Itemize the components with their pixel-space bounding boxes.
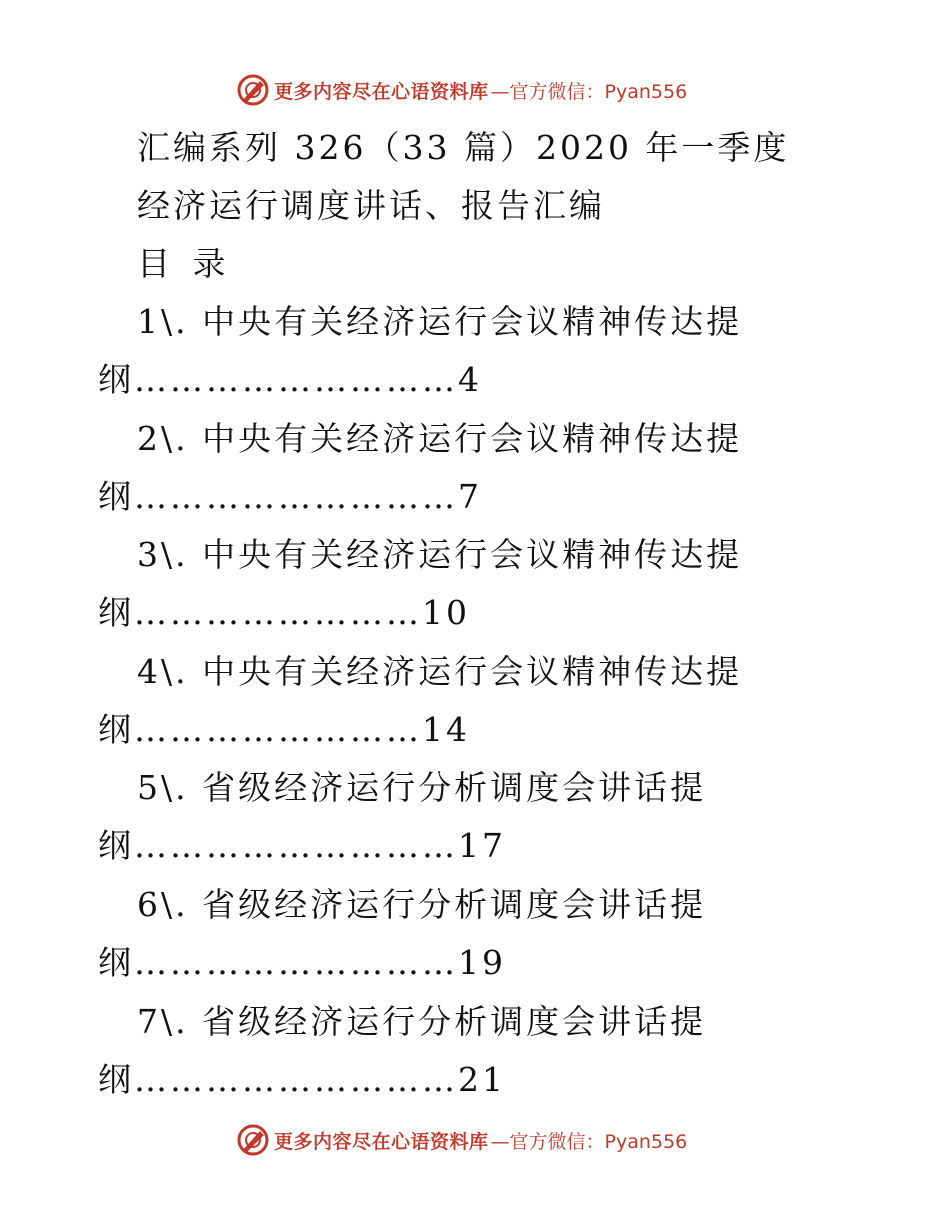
toc-entry-4-tail[interactable]: 纲……………………14 xyxy=(98,710,470,749)
toc-entry-5-tail[interactable]: 纲………………………17 xyxy=(98,826,506,865)
watermark-banner-bottom xyxy=(236,1120,687,1160)
banner-wechat: —官方微信：Pyan556 xyxy=(490,80,688,103)
toc-entry-7-title[interactable]: 7\. 省级经济运行分析调度会讲话提 xyxy=(137,1002,707,1041)
pen-logo-icon xyxy=(236,73,270,107)
toc-entry-3-tail[interactable]: 纲……………………10 xyxy=(98,593,470,632)
toc-entry-2-tail[interactable]: 纲………………………7 xyxy=(98,477,482,516)
toc-entry-5-title[interactable]: 5\. 省级经济运行分析调度会讲话提 xyxy=(137,768,707,807)
toc-entry-6-title[interactable]: 6\. 省级经济运行分析调度会讲话提 xyxy=(137,885,707,924)
toc-entry-2-title[interactable]: 2\. 中央有关经济运行会议精神传达提 xyxy=(137,419,743,458)
toc-entry-7-tail[interactable]: 纲………………………21 xyxy=(98,1060,506,1099)
toc-entry-1-title[interactable]: 1\. 中央有关经济运行会议精神传达提 xyxy=(137,302,743,341)
watermark-banner-top xyxy=(236,70,687,110)
document-title-line-2: 经济运行调度讲话、报告汇编 xyxy=(137,186,605,225)
toc-entry-1-tail[interactable]: 纲………………………4 xyxy=(98,360,482,399)
toc-entry-6-tail[interactable]: 纲………………………19 xyxy=(98,943,506,982)
toc-entry-4-title[interactable]: 4\. 中央有关经济运行会议精神传达提 xyxy=(137,652,743,691)
banner-wechat: —官方微信：Pyan556 xyxy=(490,1130,688,1153)
banner-text: 更多内容尽在心语资料库 xyxy=(274,80,489,103)
banner-text: 更多内容尽在心语资料库 xyxy=(274,1130,489,1153)
toc-heading: 目 录 xyxy=(137,244,232,283)
toc-entry-3-title[interactable]: 3\. 中央有关经济运行会议精神传达提 xyxy=(137,535,743,574)
document-title-line-1: 汇编系列 326（33 篇）2020 年一季度 xyxy=(137,128,790,167)
pen-logo-icon xyxy=(236,1123,270,1157)
